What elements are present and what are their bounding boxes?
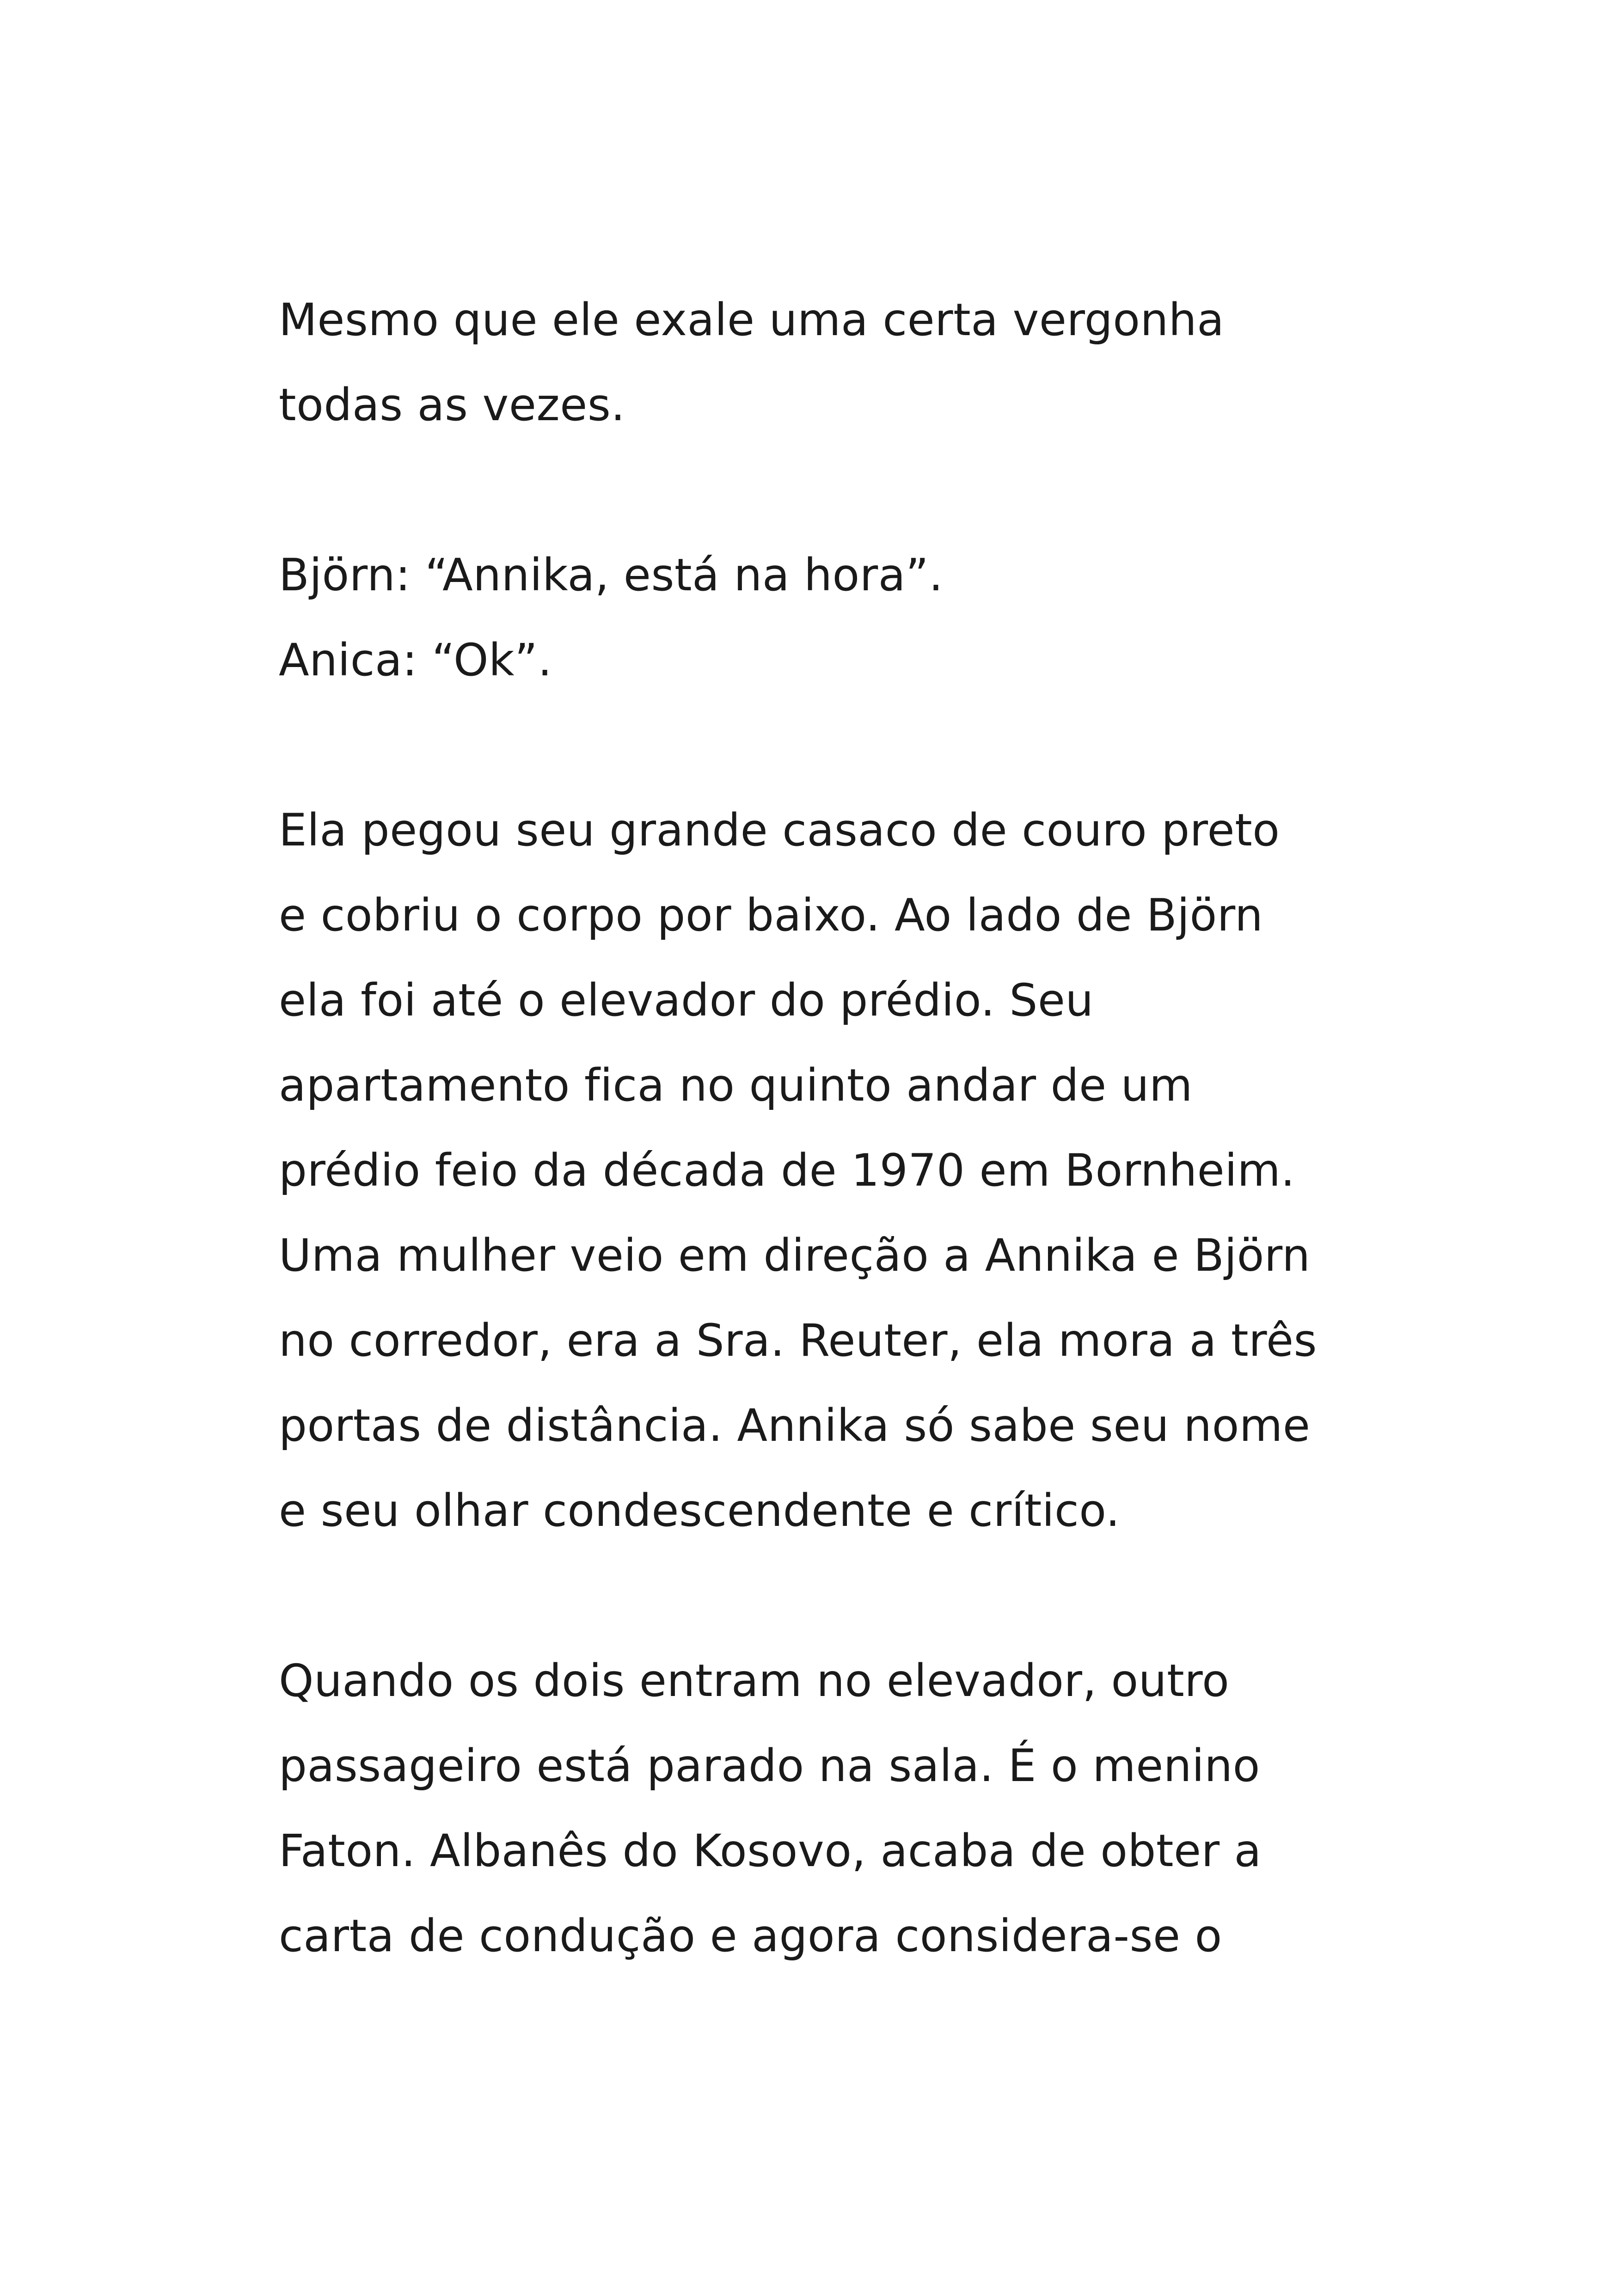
- text-line: Uma mulher veio em direção a Annika e Björn: [279, 1230, 1311, 1281]
- paragraph-gap: [279, 447, 1351, 533]
- paragraph-gap: [279, 703, 1351, 788]
- body-text: [279, 277, 1351, 1978]
- dialogue-line: Björn: “Annika, está na hora”.: [279, 549, 944, 601]
- text-line: passageiro está parado na sala. É o menino: [279, 1740, 1260, 1792]
- text-line: Ela pegou seu grande casaco de couro preto: [279, 804, 1280, 856]
- text-line: apartamento fica no quinto andar de um: [279, 1059, 1193, 1111]
- text-line: Mesmo que ele exale uma certa vergonha: [279, 294, 1225, 346]
- text-line: Faton. Albanês do Kosovo, acaba de obter a: [279, 1825, 1262, 1877]
- text-line: e cobriu o corpo por baixo. Ao lado de Björn: [279, 889, 1263, 941]
- paragraph-1: [279, 277, 1351, 447]
- text-line: todas as vezes.: [279, 379, 625, 431]
- paragraph-4: [279, 1638, 1351, 1978]
- paragraph-gap: [279, 1553, 1351, 1638]
- text-line: Quando os dois entram no elevador, outro: [279, 1655, 1230, 1707]
- text-line: no corredor, era a Sra. Reuter, ela mora a três: [279, 1315, 1318, 1366]
- text-line: e seu olhar condescendente e crítico.: [279, 1485, 1120, 1537]
- text-line: portas de distância. Annika só sabe seu nome: [279, 1400, 1311, 1451]
- paragraph-3: [279, 788, 1351, 1553]
- text-line: carta de condução e agora considera-se o: [279, 1910, 1222, 1962]
- dialogue-line: Anica: “Ok”.: [279, 634, 552, 686]
- text-line: prédio feio da década de 1970 em Bornheim.: [279, 1145, 1295, 1196]
- paragraph-2: [279, 533, 1351, 703]
- text-line: ela foi até o elevador do prédio. Seu: [279, 974, 1094, 1026]
